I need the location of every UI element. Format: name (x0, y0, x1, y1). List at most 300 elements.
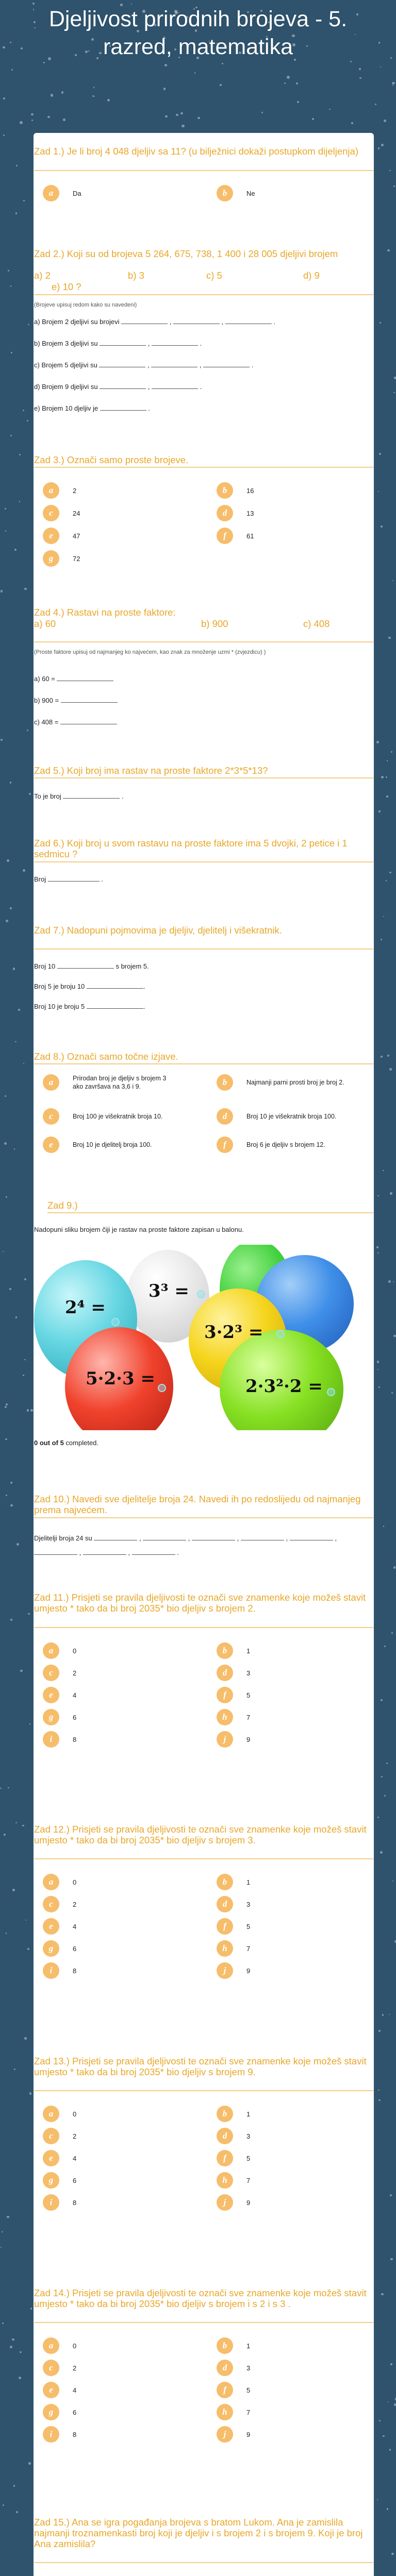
q11-option-3[interactable] (217, 1665, 250, 1681)
answer-blank[interactable] (100, 404, 146, 411)
drop-target-3[interactable] (276, 1330, 285, 1338)
star-decoration (350, 61, 352, 62)
drop-target-5[interactable] (327, 1388, 335, 1396)
star-decoration (43, 62, 45, 64)
star-decoration (10, 1482, 12, 1484)
star-decoration (378, 491, 379, 492)
q3-option-b[interactable] (217, 482, 254, 499)
star-decoration (12, 2338, 14, 2341)
option-label: 5 (246, 1922, 251, 1930)
balloon-label-5: 2·3²·2 = (245, 1376, 323, 1397)
option-label: Broj 10 je djelitelj broja 100. (73, 1141, 152, 1148)
star-decoration (297, 101, 299, 103)
q14-option-9[interactable] (217, 2426, 250, 2443)
star-decoration (19, 2377, 21, 2379)
letter-badge: d (217, 1108, 233, 1125)
star-decoration (391, 1392, 393, 1394)
star-decoration (6, 1933, 7, 1934)
star-decoration (387, 1055, 389, 1057)
q15-divider (34, 2562, 373, 2563)
answer-blank[interactable] (132, 1549, 175, 1555)
option-label: 0 (73, 1647, 77, 1655)
q2-choice-c: c) 5 (206, 270, 222, 281)
star-decoration (25, 1920, 26, 1921)
progress-suffix: completed. (65, 1439, 99, 1447)
star-decoration (5, 1438, 7, 1440)
q12-option-7[interactable] (217, 1940, 250, 1957)
q13-option-1[interactable] (217, 2106, 250, 2122)
star-decoration (389, 2014, 390, 2015)
answer-blank[interactable] (152, 383, 198, 389)
option-label: Najmanji parni prosti broj je broj 2. (246, 1079, 344, 1086)
star-decoration (376, 741, 379, 743)
option-label: 2 (73, 2132, 77, 2140)
option-label: 6 (73, 2408, 77, 2416)
q5-title: Zad 5.) Koji broj ima rastav na proste faktore 2*3*5*13? (34, 765, 268, 776)
option-label: 5 (246, 2386, 251, 2394)
q14-option-5[interactable] (217, 2382, 250, 2398)
q8-option-f[interactable] (217, 1137, 374, 1153)
q13-option-2[interactable] (43, 2128, 76, 2144)
q6-title: Zad 6.) Koji broj u svom rastavu na proste faktore ima 5 dvojki, 2 petice i 1 sedmicu ? (34, 838, 348, 859)
row-label: Broj 10 (34, 962, 56, 970)
option-label: 24 (73, 509, 80, 517)
option-label: 3 (246, 2132, 251, 2140)
q14-option-1[interactable] (217, 2337, 250, 2354)
q12-option-8[interactable] (43, 1962, 76, 1979)
option-label: 4 (73, 2386, 77, 2394)
q3-option-d[interactable] (217, 505, 254, 521)
option-label: 0 (73, 2342, 77, 2350)
option-label: 6 (73, 2176, 77, 2184)
star-decoration (380, 1851, 383, 1854)
answer-blank[interactable] (61, 697, 118, 703)
q11-option-5[interactable] (217, 1687, 250, 1703)
drop-target-4[interactable] (158, 1384, 166, 1392)
star-decoration (287, 76, 290, 79)
option-label: 1 (246, 2342, 251, 2350)
answer-blank[interactable] (151, 361, 197, 367)
star-decoration (379, 2420, 381, 2422)
letter-badge: c (43, 1665, 59, 1681)
star-decoration (377, 1252, 378, 1253)
answer-blank[interactable] (63, 792, 120, 799)
progress-count: 0 (34, 1439, 38, 1447)
star-decoration (24, 2037, 27, 2040)
q11-option-1[interactable] (217, 1642, 250, 1659)
letter-badge: b (217, 2337, 233, 2354)
q4-choice-b: b) 900 (201, 618, 228, 629)
option-label: 5 (246, 1691, 251, 1699)
q4-choice-c: c) 408 (303, 618, 330, 629)
star-decoration (384, 1646, 386, 1647)
star-decoration (393, 392, 395, 394)
q4-row-c (34, 718, 117, 726)
star-decoration (394, 377, 396, 379)
q12-option-3[interactable] (217, 1896, 250, 1912)
answer-blank[interactable] (83, 1549, 126, 1555)
star-decoration (392, 1880, 393, 1882)
option-label: 5 (246, 2154, 251, 2162)
star-decoration (31, 120, 33, 121)
answer-blank[interactable] (60, 718, 117, 724)
star-decoration (28, 324, 29, 326)
star-decoration (20, 2351, 22, 2353)
q2-title: Zad 2.) Koji su od brojeva 5 264, 675, 738, 1 400 i 28 005 djeljivi brojem (34, 248, 338, 259)
option-label: 61 (246, 532, 254, 540)
row-label: b) Brojem 3 djeljivi su (34, 340, 98, 347)
star-decoration (13, 968, 15, 970)
q2-row-d: d) Brojem 9 djeljivi su , . (34, 383, 202, 391)
answer-blank[interactable] (192, 1534, 235, 1540)
star-decoration (391, 2553, 393, 2555)
answer-blank[interactable] (57, 962, 114, 969)
q13-option-0[interactable] (43, 2106, 76, 2122)
q8-title: Zad 8.) Označi samo točne izjave. (34, 1051, 178, 1062)
q11-option-8[interactable] (43, 1731, 76, 1748)
option-label: 3 (246, 1669, 251, 1677)
option-label: 4 (73, 2154, 77, 2162)
letter-badge: h (217, 1940, 233, 1957)
star-decoration (390, 2363, 392, 2365)
star-decoration (10, 782, 12, 784)
star-decoration (3, 46, 5, 48)
star-decoration (378, 2090, 379, 2091)
star-decoration (24, 1359, 26, 1361)
q1-option-b[interactable] (217, 185, 255, 201)
answer-blank[interactable] (143, 1534, 186, 1540)
star-decoration (27, 1409, 29, 1411)
star-decoration (20, 1670, 22, 1672)
star-decoration (176, 114, 178, 116)
star-decoration (388, 637, 391, 639)
option-label: 9 (246, 1967, 251, 1975)
star-decoration (351, 122, 353, 124)
q12-option-4[interactable] (43, 1918, 76, 1935)
star-decoration (377, 1195, 379, 1197)
option-label: 2 (73, 1900, 77, 1908)
letter-badge: f (217, 1687, 233, 1703)
q2-choice-b: b) 3 (128, 270, 144, 281)
letter-badge: b (217, 185, 233, 201)
letter-badge: d (217, 1665, 233, 1681)
q7-row-2 (34, 982, 145, 991)
q8-option-e[interactable] (43, 1137, 200, 1153)
option-label: 8 (73, 1967, 77, 1975)
answer-blank[interactable] (57, 675, 113, 681)
star-decoration (381, 1776, 383, 1777)
star-decoration (3, 134, 5, 136)
star-decoration (10, 435, 12, 436)
star-decoration (6, 1196, 7, 1198)
answer-blank[interactable] (100, 340, 146, 346)
q1-title: Zad 1.) Je li broj 4 048 djeljiv sa 11? (u bilježnici dokaži postupkom dijeljenja) (34, 146, 358, 157)
option-label: 7 (246, 1944, 251, 1953)
star-decoration (30, 1409, 33, 1412)
balloon-label-1: 3³ = (148, 1281, 189, 1301)
star-decoration (7, 2216, 9, 2218)
drop-target-2[interactable] (111, 1318, 120, 1326)
star-decoration (14, 1148, 15, 1149)
star-decoration (329, 109, 331, 110)
letter-badge: h (217, 2404, 233, 2420)
letter-badge: a (43, 1642, 59, 1659)
letter-badge: b (217, 1642, 233, 1659)
star-decoration (390, 2258, 392, 2260)
star-decoration (380, 66, 381, 67)
q14-option-4[interactable] (43, 2382, 76, 2398)
star-decoration (1, 590, 3, 592)
star-decoration (6, 1495, 7, 1496)
q12-title: Zad 12.) Prisjeti se pravila djeljivosti te označi sve znamenke koje možeš stavit umjesto * tako da bi broj 2035* bio djeljiv s brojem 3. (34, 1824, 367, 1845)
page-title: Djeljivost prirodnih brojeva - 5. razred, matematika (48, 7, 348, 59)
q13-option-3[interactable] (217, 2128, 250, 2144)
star-decoration (28, 2462, 30, 2464)
star-decoration (24, 588, 26, 590)
q12-option-5[interactable] (217, 1918, 250, 1935)
q8-option-c[interactable] (43, 1108, 200, 1125)
option-label: 2 (73, 2364, 77, 2372)
star-decoration (182, 125, 185, 128)
option-label: 47 (73, 532, 80, 540)
star-decoration (18, 1009, 20, 1011)
q11-divider (34, 1627, 373, 1628)
q11-option-6[interactable] (43, 1709, 76, 1725)
star-decoration (47, 116, 50, 118)
q10-title: Zad 10.) Navedi sve djelitelje broja 24. Navedi ih po redoslijedu od najmanjeg prema najvećem. (34, 1494, 361, 1515)
star-decoration (384, 1795, 386, 1797)
answer-blank[interactable] (99, 361, 145, 367)
q3-option-f[interactable] (217, 528, 254, 544)
q2-row-b: b) Brojem 3 djeljivi su , . (34, 340, 202, 347)
star-decoration (375, 104, 377, 106)
star-decoration (5, 1095, 6, 1097)
letter-badge: g (43, 2172, 59, 2189)
q14-option-3[interactable] (217, 2360, 250, 2376)
letter-badge: b (217, 2106, 233, 2122)
star-decoration (381, 526, 383, 528)
star-decoration (15, 1316, 18, 1318)
letter-badge: j (217, 2194, 233, 2211)
row-label: Broj (34, 875, 46, 883)
letter-badge: h (217, 1709, 233, 1725)
q13-option-5[interactable] (217, 2150, 250, 2166)
answer-blank[interactable] (173, 318, 220, 324)
letter-badge: e (43, 528, 59, 544)
star-decoration (392, 82, 394, 84)
letter-badge: f (217, 528, 233, 544)
option-label: 7 (246, 2176, 251, 2184)
star-decoration (388, 1280, 391, 1283)
star-decoration (15, 212, 18, 214)
q13-option-6[interactable] (43, 2172, 76, 2189)
star-decoration (8, 1787, 9, 1788)
answer-blank[interactable] (87, 982, 143, 989)
q10-row: Djelitelji broja 24 su , , , , , , , . (34, 1534, 337, 1556)
star-decoration (10, 907, 12, 909)
q11-option-0[interactable] (43, 1642, 76, 1659)
q8-option-a[interactable] (43, 1074, 200, 1091)
option-label: 2 (73, 1669, 77, 1677)
option-label: Ne (246, 189, 255, 197)
q10-divider (34, 1517, 373, 1518)
star-decoration (32, 3, 35, 5)
star-decoration (23, 1063, 24, 1064)
q5-divider (34, 777, 373, 778)
star-decoration (10, 285, 12, 287)
answer-blank[interactable] (48, 875, 100, 882)
q11-option-4[interactable] (43, 1687, 76, 1703)
row-label: d) Brojem 9 djeljivi su (34, 383, 98, 391)
q2-note: (Brojeve upisuj redom kako su navedeni) (34, 302, 137, 308)
letter-badge: f (217, 1137, 233, 1153)
q4-note: (Proste faktore upisuj od najmanjeg ko najvećem, kao znak za množenje uzmi * (zvjezdicu) ) (34, 649, 266, 655)
q3-divider (34, 467, 373, 468)
q15-title: Zad 15.) Ana se igra pogađanja brojeva s bratom Lukom. Ana je zamislila najmanji troznamenkasti broj koji je djeljiv i s brojem 2 i s brojem 9. Koji je broj Ana zamislila? (34, 2517, 363, 2549)
q12-option-6[interactable] (43, 1940, 76, 1957)
letter-badge: d (217, 505, 233, 521)
balloon-image (34, 1245, 373, 1430)
q12-option-1[interactable] (217, 1874, 250, 1890)
option-label: 9 (246, 1735, 251, 1743)
letter-badge: g (43, 550, 59, 567)
q11-title: Zad 11.) Prisjeti se pravila djeljivosti te označi sve znamenke koje možeš stavit umjesto * tako da bi broj 2035* bio djeljiv s brojem 2. (34, 1592, 366, 1614)
q1-divider (34, 170, 373, 171)
q7-title: Zad 7.) Nadopuni pojmovima je djeljiv, djelitelj i višekratnik. (34, 925, 282, 936)
option-label: Broj 10 je višekratnik broja 100. (246, 1113, 337, 1120)
q12-option-0[interactable] (43, 1874, 76, 1890)
q14-option-0[interactable] (43, 2337, 76, 2354)
q13-option-8[interactable] (43, 2194, 76, 2211)
star-decoration (1, 739, 3, 741)
star-decoration (382, 2014, 384, 2016)
star-decoration (16, 2511, 18, 2513)
q12-option-9[interactable] (217, 1962, 250, 1979)
option-label: 7 (246, 2408, 251, 2416)
answer-blank[interactable] (87, 1003, 143, 1009)
star-decoration (27, 1948, 29, 1950)
q2-row-a: a) Brojem 2 djeljivi su brojevi , , . (34, 318, 275, 326)
star-decoration (296, 82, 298, 84)
star-decoration (391, 1632, 393, 1634)
answer-blank[interactable] (152, 340, 198, 346)
progress-total: out of 5 (39, 1439, 64, 1447)
option-label: 8 (73, 1735, 77, 1743)
letter-badge: d (217, 2128, 233, 2144)
answer-blank[interactable] (121, 318, 168, 324)
q14-option-7[interactable] (217, 2404, 250, 2420)
answer-blank[interactable] (34, 1549, 77, 1555)
row-label: Djelitelji broja 24 su (34, 1534, 92, 1542)
option-label: 3 (246, 1900, 251, 1908)
star-decoration (28, 1613, 30, 1615)
q14-option-2[interactable] (43, 2360, 76, 2376)
q7-divider (34, 948, 373, 950)
letter-badge: c (43, 1896, 59, 1912)
q13-divider (34, 2090, 373, 2091)
star-decoration (13, 2485, 15, 2487)
q13-title: Zad 13.) Prisjeti se pravila djeljivosti te označi sve znamenke koje možeš stavit umjesto * tako da bi broj 2035* bio djeljiv s brojem 9. (34, 2056, 367, 2077)
q11-option-9[interactable] (217, 1731, 250, 1748)
star-decoration (378, 810, 380, 812)
q13-option-7[interactable] (217, 2172, 250, 2189)
answer-blank[interactable] (241, 1534, 284, 1540)
star-decoration (393, 185, 395, 187)
letter-badge: e (43, 1137, 59, 1153)
q4-title: Zad 4.) Rastavi na proste faktore: (34, 607, 176, 618)
answer-blank[interactable] (225, 318, 272, 324)
drop-target-1[interactable] (197, 1290, 205, 1298)
q13-option-9[interactable] (217, 2194, 250, 2211)
star-decoration (2, 2323, 4, 2324)
letter-badge: a (43, 185, 59, 201)
q8-option-b[interactable] (217, 1074, 374, 1091)
star-decoration (27, 730, 28, 731)
q1-option-a[interactable] (43, 185, 81, 201)
q4-divider (34, 641, 373, 642)
q2-divider (34, 294, 373, 295)
star-decoration (377, 1361, 380, 1363)
star-decoration (10, 1619, 12, 1621)
q13-option-4[interactable] (43, 2150, 76, 2166)
q12-option-2[interactable] (43, 1896, 76, 1912)
option-label: 3 (246, 2364, 251, 2372)
star-decoration (3, 1251, 4, 1252)
answer-blank[interactable] (100, 383, 146, 389)
q14-option-6[interactable] (43, 2404, 76, 2420)
star-decoration (197, 117, 200, 120)
option-label: Prirodan broj je djeljiv s brojem 3 ako završava na 3,6 i 9. (73, 1075, 167, 1090)
q14-option-8[interactable] (43, 2426, 76, 2443)
star-decoration (387, 249, 389, 251)
q3-option-a[interactable] (43, 482, 76, 499)
q11-option-2[interactable] (43, 1665, 76, 1681)
star-decoration (22, 1825, 24, 1826)
star-decoration (381, 1056, 383, 1058)
q2-row-e: e) Brojem 10 djeljiv je . (34, 404, 151, 412)
q11-option-7[interactable] (217, 1709, 250, 1725)
letter-badge: a (43, 1074, 59, 1091)
q3-option-c[interactable] (43, 505, 80, 521)
answer-blank[interactable] (94, 1534, 137, 1540)
answer-blank[interactable] (203, 361, 250, 367)
star-decoration (394, 2403, 396, 2406)
q3-option-e[interactable] (43, 528, 80, 544)
star-decoration (11, 69, 13, 71)
letter-badge: i (43, 1962, 59, 1979)
star-decoration (4, 1142, 7, 1145)
star-decoration (23, 410, 24, 411)
q3-option-g[interactable] (43, 550, 80, 567)
letter-badge: f (217, 2150, 233, 2166)
star-decoration (220, 84, 222, 86)
option-label: 2 (73, 486, 77, 495)
star-decoration (23, 1375, 24, 1376)
star-decoration (6, 1403, 8, 1405)
letter-badge: e (43, 2150, 59, 2166)
q6-row: Broj . (34, 875, 103, 883)
q9-title: Zad 9.) (47, 1200, 78, 1211)
star-decoration (381, 1699, 383, 1701)
q4-choice-a: a) 60 (34, 618, 56, 629)
star-decoration (63, 118, 65, 121)
star-decoration (391, 751, 393, 753)
q9-instruction: Nadopuni sliku brojem čiji je rastav na proste faktore zapisan u balonu. (34, 1226, 244, 1233)
answer-blank[interactable] (290, 1534, 333, 1540)
star-decoration (359, 77, 361, 79)
q8-option-d[interactable] (217, 1108, 374, 1125)
q9-progress (34, 1439, 98, 1447)
